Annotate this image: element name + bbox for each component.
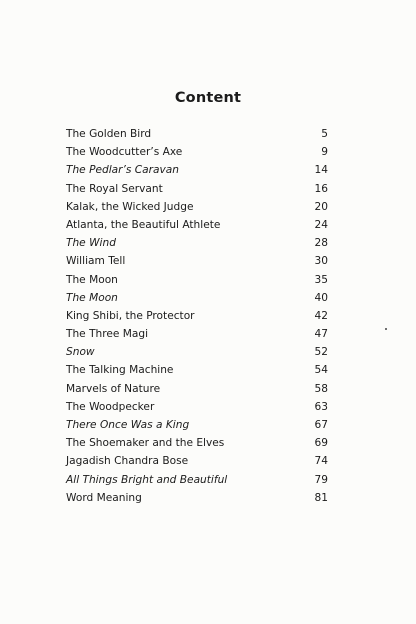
toc-entry-page: 58 <box>314 382 328 395</box>
toc-entry-page: 16 <box>314 182 328 195</box>
toc-entry-page: 52 <box>314 346 328 359</box>
toc-entry <box>66 307 328 325</box>
toc-entry-title: There Once Was a King <box>66 419 190 431</box>
toc-entry-page: 54 <box>314 364 328 377</box>
toc-entry <box>66 471 328 489</box>
toc-entry-title: Snow <box>66 346 95 359</box>
toc-entry-page: 9 <box>321 146 328 159</box>
toc-entry-title: The Pedlar’s Caravan <box>66 164 179 177</box>
toc-entry-page: 79 <box>314 473 328 486</box>
toc-entry <box>66 198 328 216</box>
toc-entry <box>66 343 328 361</box>
toc-entry <box>66 380 328 398</box>
toc-entry-page: 5 <box>321 128 328 140</box>
toc-entry-page: 63 <box>314 400 328 413</box>
print-speck <box>385 328 387 330</box>
toc-entry-page: 28 <box>314 237 328 250</box>
toc-entry <box>66 180 328 198</box>
toc-entry-page: 30 <box>314 255 328 268</box>
toc-entry-title: King Shibi, the Protector <box>66 309 195 322</box>
toc-entry-title: The Moon <box>66 291 118 304</box>
toc-entry-title: The Royal Servant <box>66 182 163 195</box>
toc-entry <box>66 252 328 270</box>
page-title: Content <box>174 90 242 106</box>
toc-entry <box>66 398 328 416</box>
toc-entry-title: The Woodpecker <box>66 400 155 413</box>
toc-entry-title: Marvels of Nature <box>66 382 161 395</box>
toc-entry <box>66 289 328 307</box>
toc-entry-title: The Shoemaker and the Elves <box>66 437 225 450</box>
toc-entry-page: 69 <box>314 437 328 450</box>
table-of-contents <box>66 125 328 507</box>
toc-entry <box>66 325 328 343</box>
toc-entry-title: The Golden Bird <box>66 128 152 140</box>
toc-entry <box>66 452 328 470</box>
toc-entry-title: Kalak, the Wicked Judge <box>66 200 194 213</box>
toc-entry-page: 35 <box>314 273 328 286</box>
toc-entry-page: 40 <box>314 291 328 304</box>
toc-entry-title: The Three Magi <box>66 328 149 341</box>
toc-entry-page: 14 <box>314 164 328 177</box>
toc-entry-title: The Talking Machine <box>66 364 174 377</box>
toc-entry <box>66 489 328 507</box>
toc-entry-page: 20 <box>314 200 328 213</box>
toc-entry <box>66 234 328 252</box>
toc-entry <box>66 143 328 161</box>
toc-entry <box>66 361 328 379</box>
toc-entry <box>66 271 328 289</box>
toc-entry-title: The Moon <box>66 273 118 286</box>
toc-entry-page: 67 <box>314 419 328 431</box>
toc-entry-title: Word Meaning <box>66 491 142 504</box>
toc-entry-title: The Wind <box>66 237 116 250</box>
toc-entry-title: Jagadish Chandra Bose <box>66 455 189 468</box>
toc-entry <box>66 216 328 234</box>
toc-entry <box>66 434 328 452</box>
toc-entry-title: The Woodcutter’s Axe <box>66 146 183 159</box>
toc-entry-title: William Tell <box>66 255 126 268</box>
toc-entry <box>66 416 328 434</box>
toc-entry-page: 47 <box>314 328 328 341</box>
toc-entry-title: All Things Bright and Beautiful <box>66 473 228 486</box>
toc-entry-page: 81 <box>314 491 328 504</box>
toc-entry-page: 74 <box>314 455 328 468</box>
toc-entry <box>66 125 328 143</box>
toc-entry-page: 24 <box>314 218 328 231</box>
toc-entry <box>66 161 328 179</box>
toc-entry-title: Atlanta, the Beautiful Athlete <box>66 218 221 231</box>
toc-entry-page: 42 <box>314 309 328 322</box>
